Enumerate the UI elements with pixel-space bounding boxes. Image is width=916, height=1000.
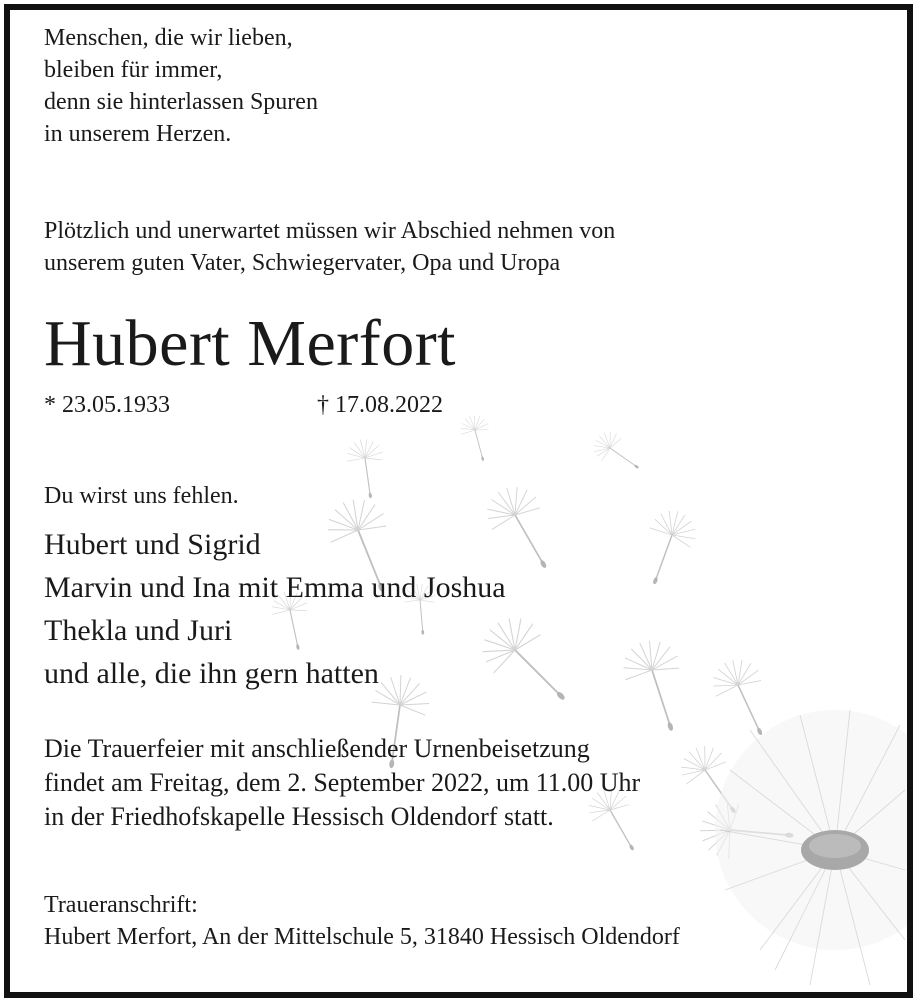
- poem-line: bleiben für immer,: [44, 57, 223, 83]
- mourner-line: Hubert und Sigrid: [44, 528, 261, 561]
- mourner-line: Thekla und Juri: [44, 614, 233, 647]
- birth-date: * 23.05.1933: [44, 392, 170, 418]
- announcement-line: unserem guten Vater, Schwiegervater, Opa und Uropa: [44, 250, 561, 276]
- deceased-name: Hubert Merfort: [44, 307, 457, 380]
- mourners: [44, 523, 506, 695]
- announcement-line: Plötzlich und unerwartet müssen wir Abschied nehmen von: [44, 218, 616, 244]
- address-value: Hubert Merfort, An der Mittelschule 5, 31840 Hessisch Oldendorf: [44, 924, 680, 950]
- poem-line: in unserem Herzen.: [44, 121, 232, 147]
- service-line: findet am Freitag, dem 2. September 2022, um 11.00 Uhr: [44, 768, 641, 797]
- poem-line: denn sie hinterlassen Spuren: [44, 89, 318, 115]
- service-line: in der Friedhofskapelle Hessisch Oldendorf statt.: [44, 802, 554, 831]
- service-info: [44, 732, 640, 834]
- obituary-frame: [4, 4, 913, 998]
- poem: [44, 22, 318, 150]
- address-label: Traueranschrift:: [44, 892, 198, 918]
- mourner-line: Marvin und Ina mit Emma und Joshua: [44, 571, 506, 604]
- announcement: [44, 215, 615, 279]
- mourner-line: und alle, die ihn gern hatten: [44, 657, 379, 690]
- death-date: † 17.08.2022: [317, 392, 443, 418]
- service-line: Die Trauerfeier mit anschließender Urnenbeisetzung: [44, 734, 590, 763]
- poem-line: Menschen, die wir lieben,: [44, 25, 293, 51]
- farewell-text: Du wirst uns fehlen.: [44, 483, 239, 509]
- mourning-address: [44, 889, 680, 953]
